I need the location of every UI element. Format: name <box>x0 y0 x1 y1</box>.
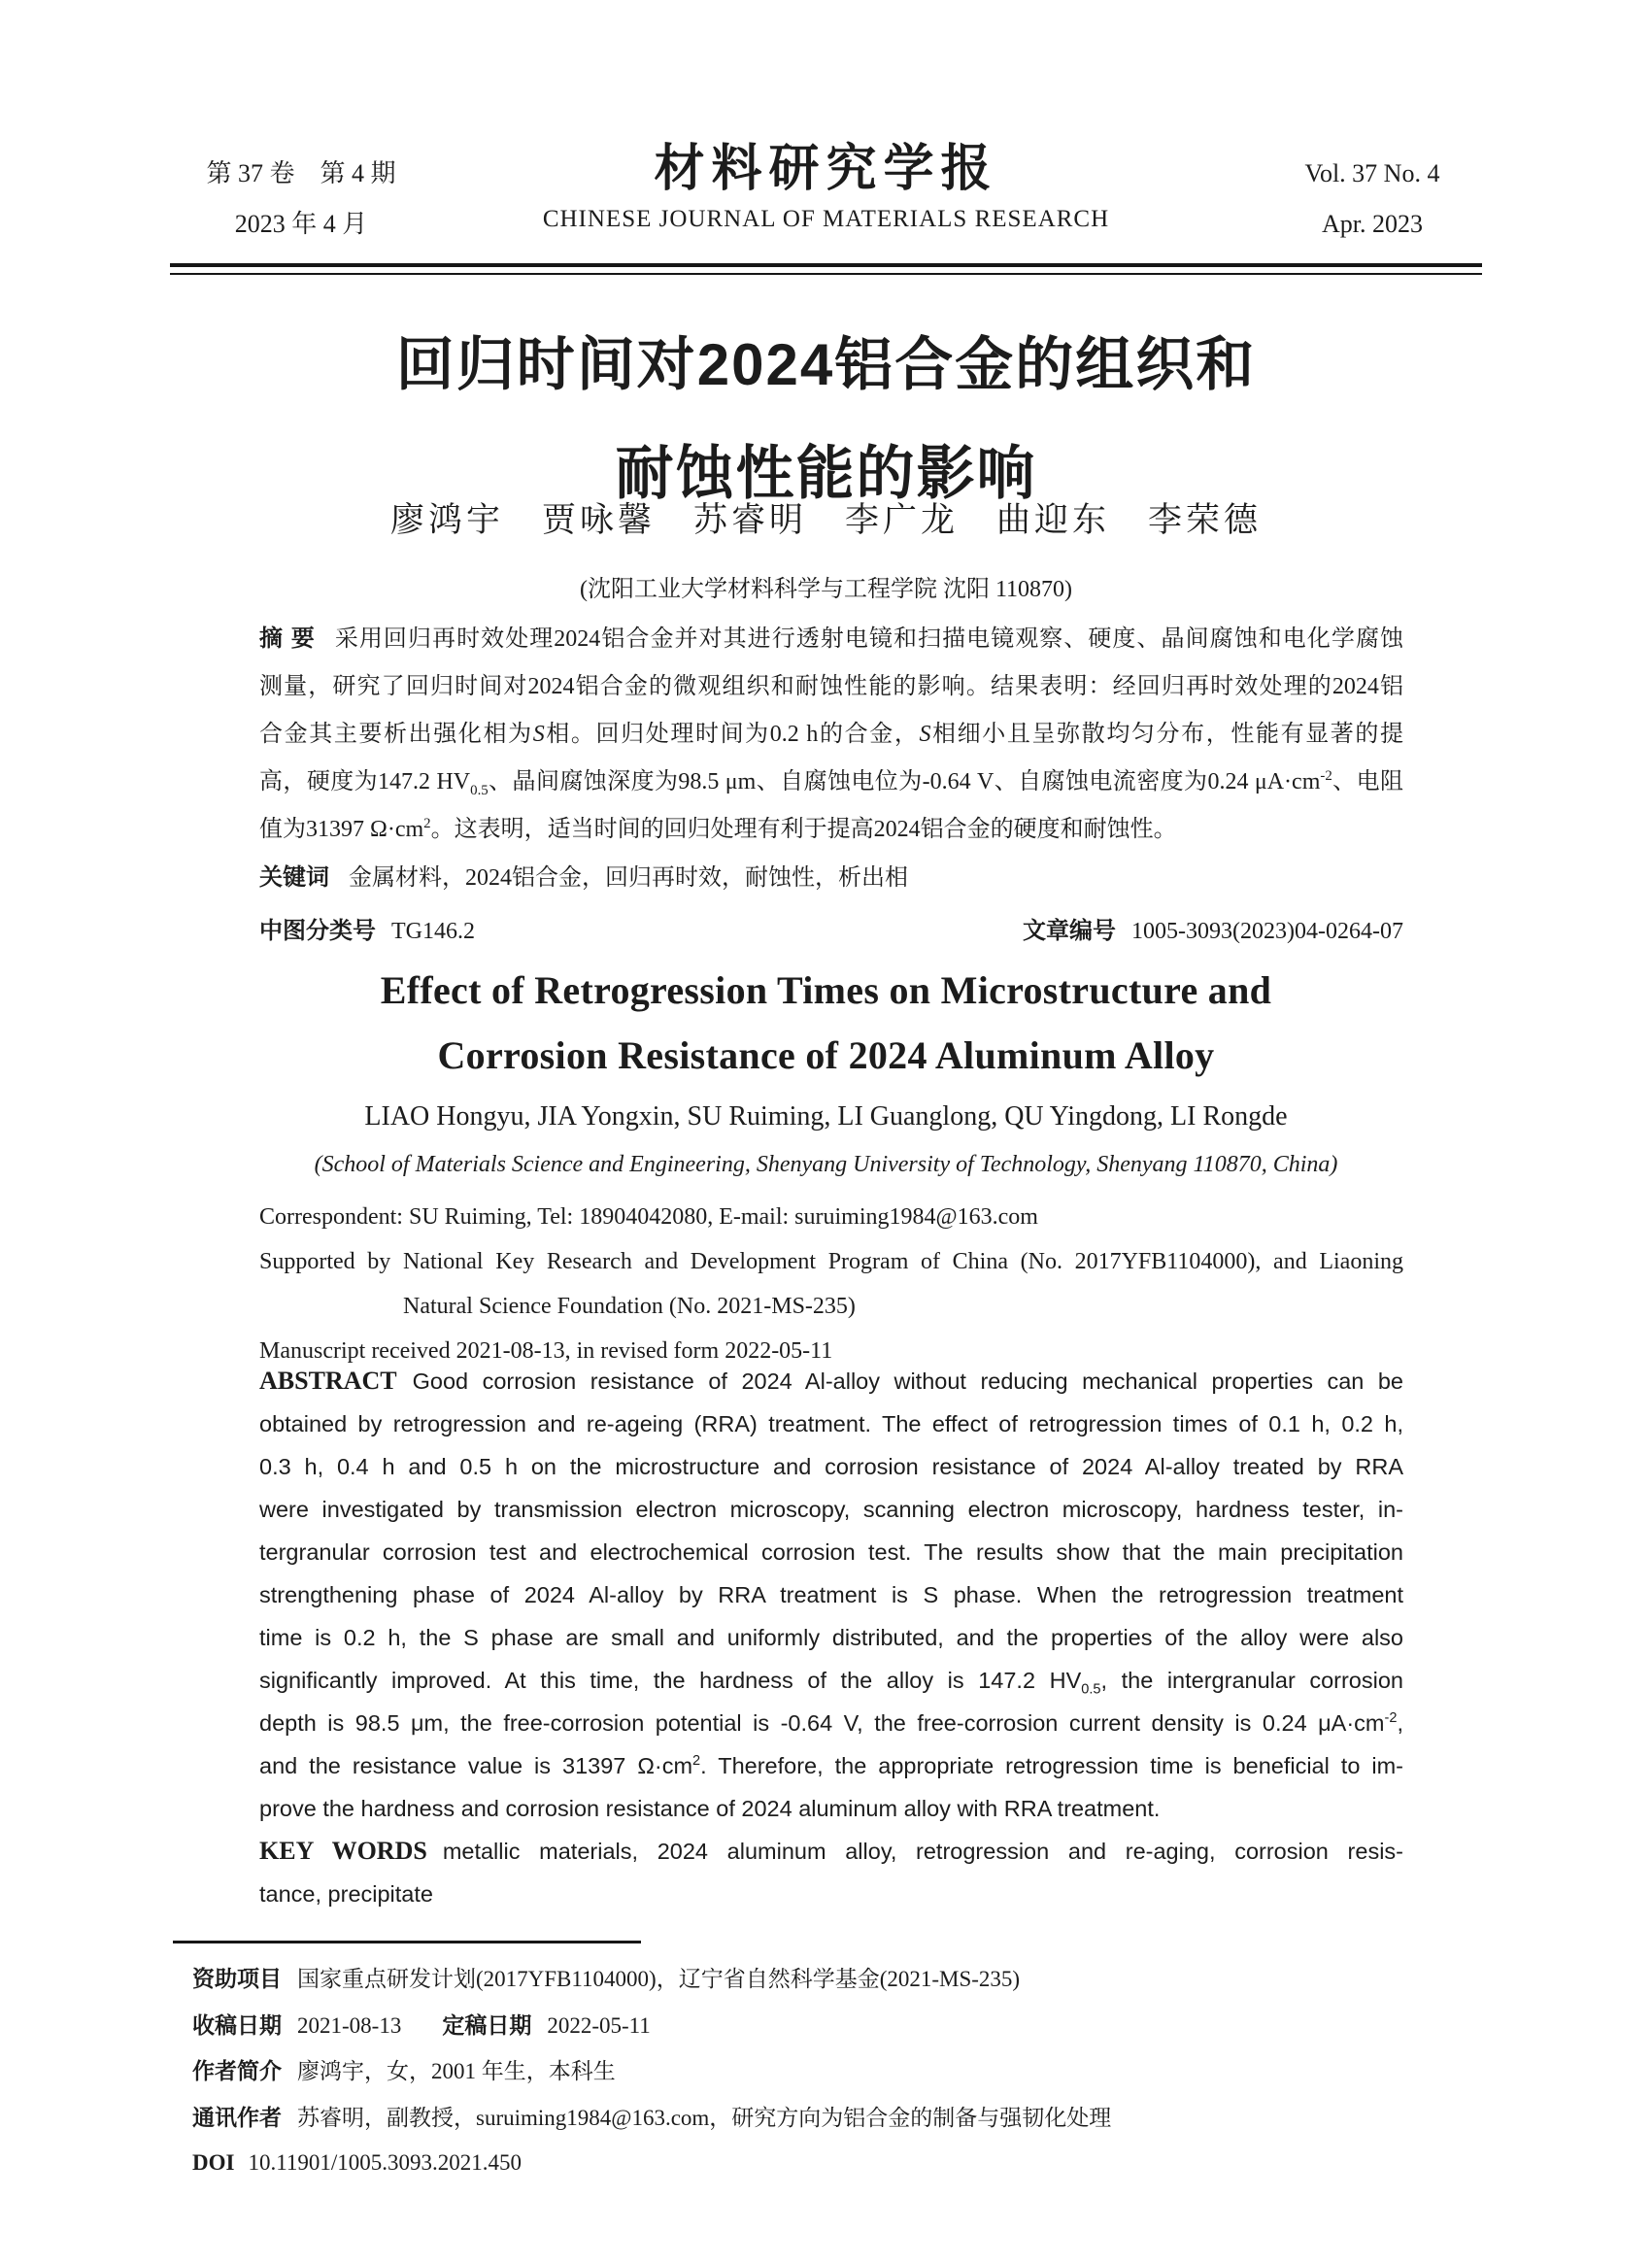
footnote-corresponding-text: 苏睿明，副教授，suruiming1984@163.com，研究方向为铝合金的制备与强韧化处理 <box>297 2105 1112 2130</box>
article-id-label: 文章编号 <box>1023 918 1117 944</box>
journal-logo: 材料研究学报 <box>654 141 998 197</box>
footnote-doi-label: DOI <box>192 2150 235 2175</box>
article-title-cn-line1: 回归时间对2024铝合金的组织和 <box>395 332 1257 397</box>
clc-label: 中图分类号 <box>259 918 376 944</box>
authors-en: LIAO Hongyu, JIA Yongxin, SU Ruiming, LI Guanglong, QU Yingdong, LI Rongde <box>364 1101 1288 1132</box>
article-title-en <box>0 958 1652 1088</box>
footnote-funding-text: 国家重点研发计划(2017YFB1104000)，辽宁省自然科学基金(2021-MS-235) <box>297 1967 1021 1991</box>
header-divider <box>170 263 1482 275</box>
article-title-en-line1: Effect of Retrogression Times on Microstructure and <box>380 968 1272 1012</box>
article-id-item <box>1023 907 1403 956</box>
footnote-doi-text: 10.11901/1005.3093.2021.450 <box>248 2150 522 2175</box>
footnote-bio-text: 廖鸿宇，女，2001 年生，本科生 <box>297 2059 616 2083</box>
footnote-corresponding-label: 通讯作者 <box>192 2104 282 2130</box>
article-id-value: 1005-3093(2023)04-0264-07 <box>1131 919 1403 944</box>
footnotes <box>192 1956 1474 2186</box>
footnote-received-label: 收稿日期 <box>192 2011 282 2038</box>
footnote-bio <box>192 2048 1474 2095</box>
journal-name-en: CHINESE JOURNAL OF MATERIALS RESEARCH <box>542 206 1110 233</box>
journal-issue-info-en <box>1256 149 1489 250</box>
manuscript-line: Manuscript received 2021-08-13, in revised form 2022-05-11 <box>259 1338 833 1364</box>
affiliation-en: (School of Materials Science and Engineering, Shenyang University of Technology, Shenyang 110870, China) <box>314 1152 1338 1177</box>
article-title-cn-line2: 耐蚀性能的影响 <box>615 441 1037 506</box>
footnote-finalized-date: 2022-05-11 <box>547 2012 651 2038</box>
affiliation-cn: (沈阳工业大学材料科学与工程学院 沈阳 110870) <box>579 577 1073 602</box>
footnote-received-date: 2021-08-13 <box>297 2012 402 2038</box>
clc-value: TG146.2 <box>391 919 475 944</box>
footnote-finalized-label: 定稿日期 <box>442 2011 532 2038</box>
abstract-en: ABSTRACT Good corrosion resistance of 2024 Al-alloy without reducing mechanical properties can be obtained by retrogression and re-ageing (RRA) treatment. The effect of retrogression times of 0.1 h, 0.2 h, 0.3 h, 0.4 h and 0.5 h on the microstructure and corrosion resistance of 2024 Al-alloy treated by RRA were investigated by transmission electron microscopy, scanning electron microscopy, hardness tester, in- tergranular corrosion test and electrochemical corrosion test. The results show that the main precipitation strengthening phase of 2024 Al-alloy by RRA treatment is S phase. When the retrogression treatment time is 0.2 h, the S phase are small and uniformly distributed, and the properties of the alloy were also significantly improved. At this time, the hardness of the alloy is 147.2 $HV_{0.5}$, the intergranular corrosion depth is 98.5 μm, the free-corrosion potential is -0.64 V, the free-corrosion current density is 0.24 $\mu A\cdot cm^{-2}$, and the resistance value is 31397 $\Omega\cdot cm^2$. Therefore, the appropriate retrogression time is beneficial to im- prove the hardness and corrosion resistance of 2024 aluminum alloy with RRA treatment. KEY WORDS metallic materials, 2024 aluminum alloy, retrogression and re-aging, corrosion resis- tance, precipitate <box>259 1367 1404 1907</box>
correspondent-line: Correspondent: SU Ruiming, Tel: 18904042080, E-mail: suruiming1984@163.com <box>259 1204 1038 1230</box>
journal-date-en: Apr. 2023 <box>1322 210 1423 238</box>
article-meta-row <box>259 907 1403 956</box>
footnote-divider <box>173 1941 641 1943</box>
abstract-block-cn <box>259 615 1403 956</box>
footnote-funding-label: 资助项目 <box>192 1966 282 1991</box>
authors-cn: 廖鸿宇 贾咏馨 苏睿明 李广龙 曲迎东 李荣德 <box>389 501 1262 539</box>
correspondence-block <box>259 1195 1403 1373</box>
abstract-cn: 摘 要 采用回归再时效处理2024铝合金并对其进行透射电镜和扫描电镜观察、硬度、晶间腐蚀和电化学腐蚀 测量，研究了回归时间对2024铝合金的微观组织和耐蚀性能的影响。结果表明：经回归再时效处理的2024铝 合金其主要析出强化相为S相。回归处理时间为0.2 h的合金，S相细小且呈弥散均匀分布，性能有显著的提 高，硬度为147.2 $HV_{0.5}$、晶间腐蚀深度为98.5 μm、自腐蚀电位为-0.64 V、自腐蚀电流密度为0.24 $\mu A\cdot cm^{-2}$、电阻 值为31397 $\Omega\cdot cm^2$。这表明，适当时间的回归处理有利于提高2024铝合金的硬度和耐蚀性。 关键词 金属材料，2024铝合金，回归再时效，耐蚀性，析出相 <box>259 625 1404 891</box>
funding-line-en-2: Natural Science Foundation (No. 2021-MS-235) <box>403 1294 856 1319</box>
journal-volume-cn: 第 37 卷 第 4 期 <box>206 159 396 187</box>
funding-line-en-1: Supported by National Key Research and Development Program of China (No. 2017YFB1104000), and Liaoning <box>259 1249 1403 1274</box>
clc-item <box>259 907 475 956</box>
journal-volume-en: Vol. 37 No. 4 <box>1304 159 1440 187</box>
article-title-en-line2: Corrosion Resistance of 2024 Aluminum Alloy <box>437 1033 1215 1077</box>
journal-date-cn: 2023 年 4 月 <box>234 210 368 238</box>
footnote-dates <box>192 2003 1474 2049</box>
footnote-bio-label: 作者简介 <box>192 2058 282 2083</box>
footnote-corresponding <box>192 2095 1474 2142</box>
footnote-funding <box>192 1956 1474 2003</box>
footnote-doi <box>192 2141 1474 2186</box>
